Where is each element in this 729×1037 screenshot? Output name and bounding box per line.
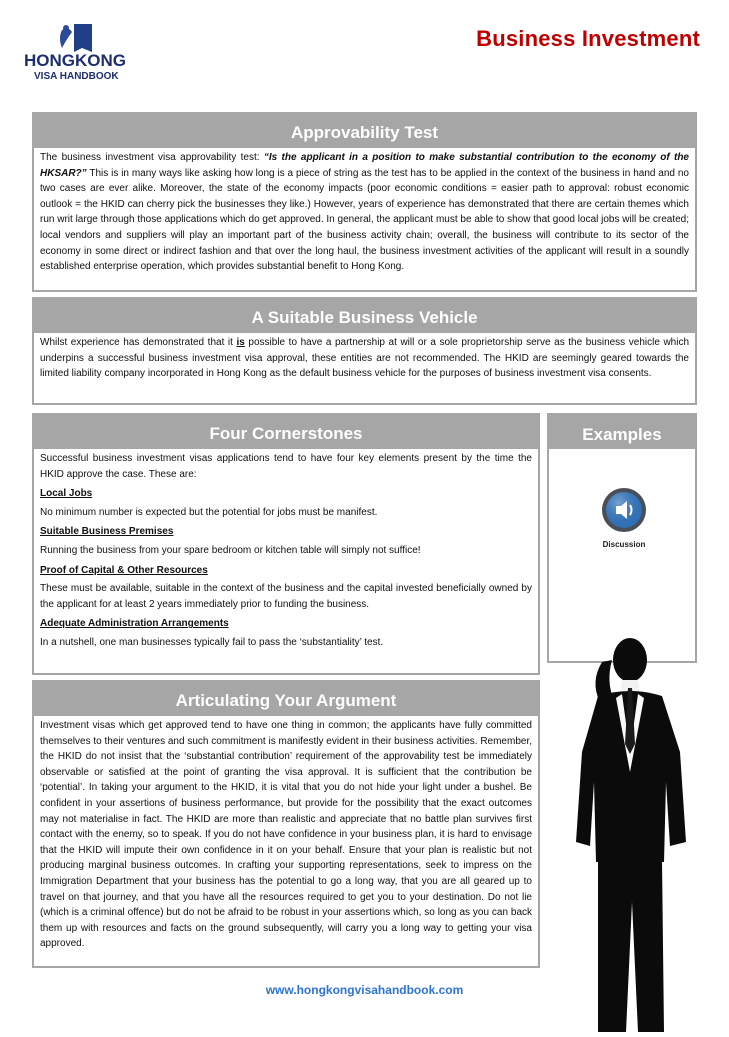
cornerstone-text: In a nutshell, one man businesses typically fail to pass the ‘substantiality’ test. [40,636,384,648]
discussion-label: Discussion [602,540,646,549]
examples-title: Examples [549,415,695,449]
argument-body [34,716,538,952]
cornerstone-text: These must be available, suitable in the context of the business and the capital invested beneficially owned by the applicant for at least 2 years immediately prior to funding the business. [40,583,532,610]
cornerstones-title: Four Cornerstones [34,415,538,449]
vehicle-body [34,333,695,382]
businessman-illustration [540,632,720,1032]
section-four-cornerstones [32,413,540,675]
cornerstones-intro: Successful business investment visas applications tend to have four key elements present by the time the HKID approve the case. These are: [40,453,532,480]
page-title: Business Investment [476,26,700,51]
cornerstone-heading: Adequate Administration Arrangements [40,618,229,630]
brand-logo [22,22,147,84]
section-approvability [32,112,697,292]
discussion-audio-button[interactable] [599,487,649,557]
cornerstones-body [34,449,538,651]
section-business-vehicle [32,297,697,405]
argument-title: Articulating Your Argument [34,682,538,716]
examples-panel [547,413,697,663]
logo-graphic [22,22,147,84]
footer-website-link[interactable]: www.hongkongvisahandbook.com [265,983,464,997]
vehicle-title: A Suitable Business Vehicle [34,299,695,333]
approvability-intro: The business investment visa approvability test: [40,152,260,163]
approvability-body [34,148,695,275]
logo-line2: VISA HANDBOOK [34,71,119,82]
approvability-title: Approvability Test [34,114,695,148]
vehicle-text-after: possible to have a partnership at will or a sole proprietorship serve as the business vehicle which underpins a successful business investment visa approval, these entities are not recommended. The HKID are seemingly geared towards the limited liability company incorporated in Hong Kong as the default business vehicle for the purposes of business investment visa consents. [40,337,690,380]
section-articulating-argument [32,680,540,968]
cornerstone-heading: Proof of Capital & Other Resources [40,564,208,576]
speaker-icon [601,487,647,533]
approvability-text: This is in many ways like asking how long is a piece of string as the test has to be applied in the context of the business in hand and no two cases are ever alike. Moreover, the state of the economy impacts (poor economic conditions = easier path to approval: robust economic outlook = the HKID can cherry pick the businesses they like.) However, years of experience has demonstrated that there are certain themes which run writ large through those applications which do get approved. In general, the applicant must be able to show that good local jobs will be created; local vendors and suppliers will play an important part of the business activity chain; overall, the business will contribute to its sector of the economy in some direct or indirect fashion and that over the long haul, the business investment activities of the applicant will result in a soundly established enterprise operation, which provides substantial benefit to Hong Kong. [40,167,689,273]
cornerstone-text: No minimum number is expected but the potential for jobs must be manifest. [40,506,378,518]
approvability-quote: “Is the applicant in a position to make substantial contribution to the economy of the HKSAR?” [40,152,689,179]
cornerstone-heading: Local Jobs [40,488,93,500]
cornerstone-text: Running the business from your spare bedroom or kitchen table will simply not suffice! [40,544,421,556]
vehicle-text-before: Whilst experience has demonstrated that it [40,337,233,348]
logo-line1: HONGKONG [24,51,126,70]
argument-text: Investment visas which get approved tend to have one thing in common; the applicants have fully committed themselves to their ventures and such commitment is manifestly evident in their business activities. Remember, the HKID do not insist that the ‘substantial contribution’ requirement of the approvability test be immediately observable or satisfied at the point of granting the visa approval. It is sufficient that the contribution be ‘potential’. In taking your argument to the HKID, it is vital that you do not hide your light under a bushel. Be confident in your assertions of business performance, but provide for the possibility that the exact outcomes may not materialise in fact. The HKID are more than realistic and appreciate that no battle plan survives first contact with the enemy, so to speak. If you do not have confidence in your business plan, it is hard to envisage that the HKID will impute their own confidence in it on your behalf. Ensure that your plan is realistic but not producing marginal business outcomes. In crafting your supporting representations, seek to impress on the Immigration Department that your business has the potential to go a long way, that you are all geared up to travel on that journey, and that you have all the resources required to get you to your destination. Do not lie (which is a criminal offence) but do not be afraid to be robust in your assertions which, so long as you can back them up with resources and facts on the ground subsequently, will carry you a long way to getting your visa approved. [40,720,532,950]
cornerstone-heading: Suitable Business Premises [40,526,174,538]
vehicle-emph: is [236,337,245,348]
